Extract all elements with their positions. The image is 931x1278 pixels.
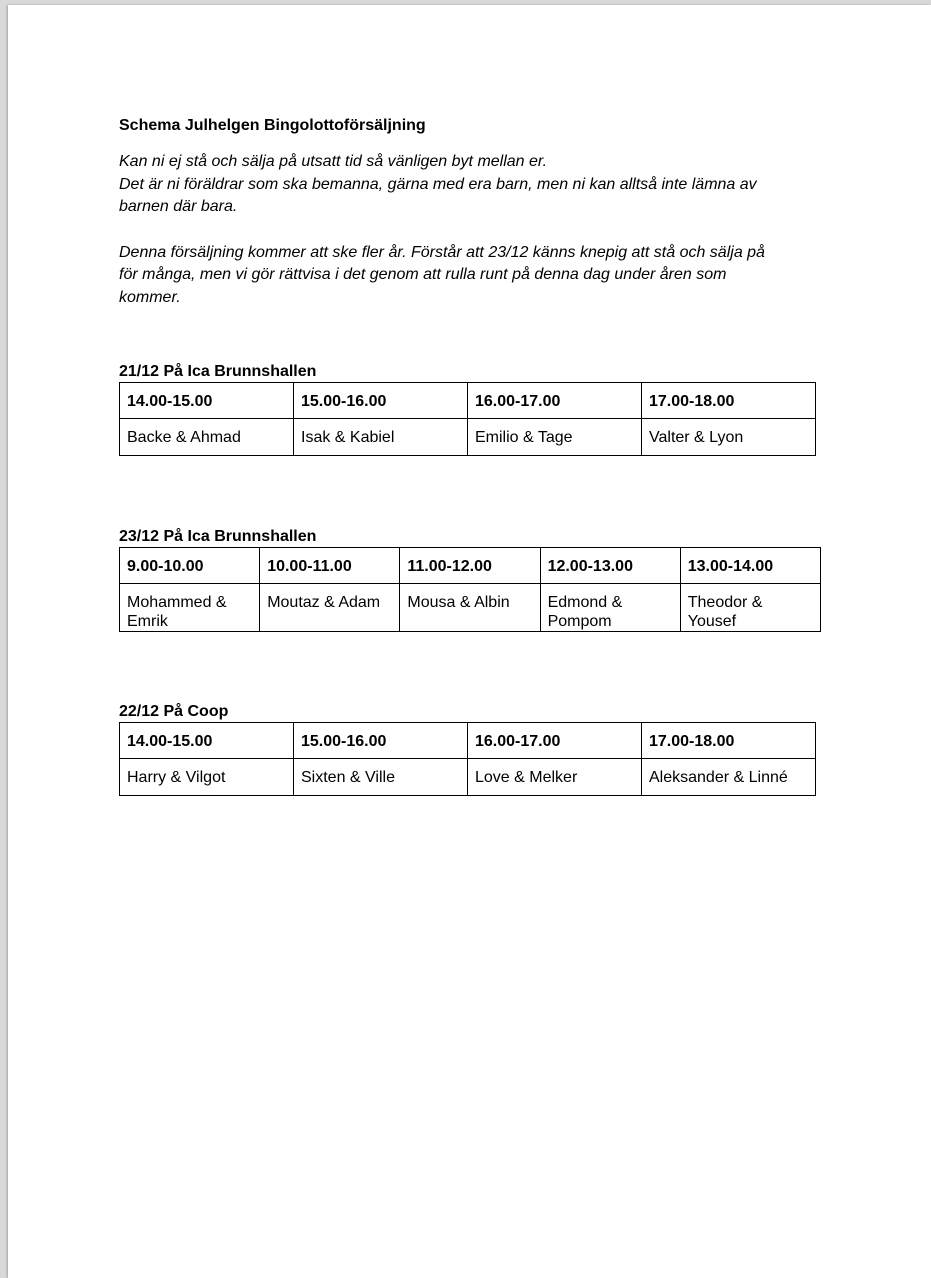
seller-names: Moutaz & Adam (260, 584, 400, 632)
time-slot: 13.00-14.00 (680, 548, 820, 584)
seller-names: Sixten & Ville (294, 759, 468, 796)
schedule-table (119, 382, 816, 456)
time-slot: 12.00-13.00 (540, 548, 680, 584)
time-slot: 11.00-12.00 (400, 548, 540, 584)
document-page (8, 5, 931, 1278)
seller-names: Harry & Vilgot (120, 759, 294, 796)
schedule-table (119, 722, 816, 796)
seller-names: Aleksander & Linné (642, 759, 816, 796)
document-content (119, 115, 839, 796)
time-header-row (120, 383, 816, 419)
section-heading: 21/12 På Ica Brunnshallen (119, 363, 317, 380)
time-header-row (120, 548, 821, 584)
section-heading: 22/12 På Coop (119, 703, 229, 720)
time-slot: 14.00-15.00 (120, 383, 294, 419)
time-slot: 9.00-10.00 (120, 548, 260, 584)
section-heading: 23/12 På Ica Brunnshallen (119, 528, 317, 545)
intro-paragraph-1: Kan ni ej stå och sälja på utsatt tid så vänligen byt mellan er. Det är ni föräldrar som ska bemanna, gärna med era barn, men ni kan alltså inte lämna av barnen där bara. (119, 153, 757, 215)
time-slot: 17.00-18.00 (642, 723, 816, 759)
seller-names: Isak & Kabiel (294, 419, 468, 456)
time-slot: 14.00-15.00 (120, 723, 294, 759)
time-slot: 15.00-16.00 (294, 723, 468, 759)
time-slot: 16.00-17.00 (468, 383, 642, 419)
seller-names: Mohammed & Emrik (120, 584, 260, 632)
document-title: Schema Julhelgen Bingolottoförsäljning (119, 117, 426, 134)
schedule-section-23-12 (119, 527, 839, 632)
intro-paragraph-2: Denna försäljning kommer att ske fler år. Förstår att 23/12 känns knepig att stå och sälja på för många, men vi gör rättvisa i det genom att rulla runt på denna dag under åren som kommer. (119, 243, 765, 306)
time-slot: 17.00-18.00 (642, 383, 816, 419)
time-slot: 16.00-17.00 (468, 723, 642, 759)
seller-names: Valter & Lyon (642, 419, 816, 456)
names-row (120, 419, 816, 456)
seller-names: Backe & Ahmad (120, 419, 294, 456)
seller-names: Love & Melker (468, 759, 642, 796)
seller-names: Emilio & Tage (468, 419, 642, 456)
schedule-section-22-12 (119, 702, 839, 796)
seller-names: Theodor & Yousef (680, 584, 820, 632)
schedule-section-21-12 (119, 362, 839, 456)
names-row (120, 759, 816, 796)
names-row (120, 584, 821, 632)
seller-names: Edmond & Pompom (540, 584, 680, 632)
seller-names: Mousa & Albin (400, 584, 540, 632)
time-slot: 10.00-11.00 (260, 548, 400, 584)
schedule-table (119, 547, 821, 632)
time-header-row (120, 723, 816, 759)
time-slot: 15.00-16.00 (294, 383, 468, 419)
